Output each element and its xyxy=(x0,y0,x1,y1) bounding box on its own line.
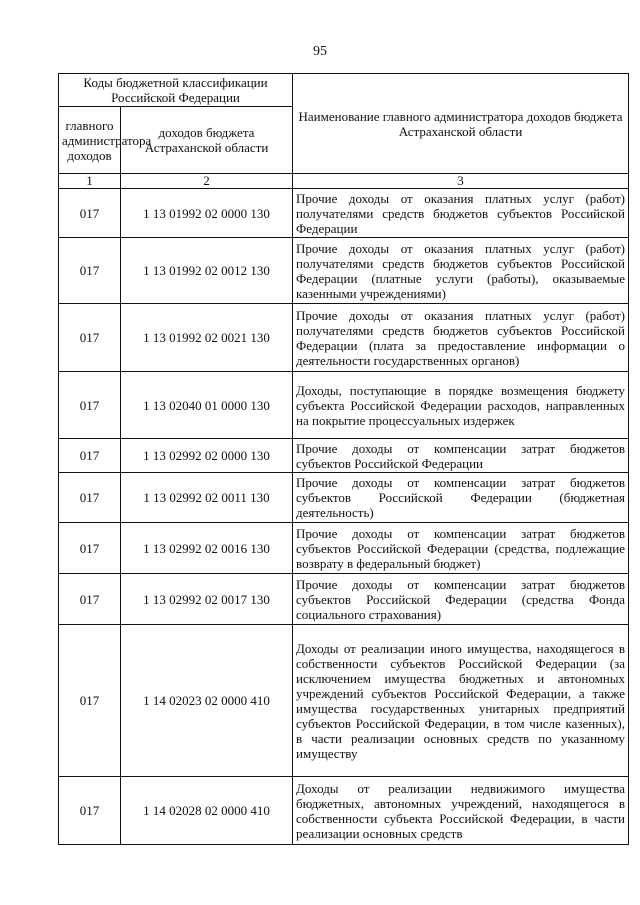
table-row xyxy=(59,574,629,625)
admin-code-cell: 017 xyxy=(59,372,121,439)
table-row xyxy=(59,372,629,439)
admin-code-cell: 017 xyxy=(59,523,121,574)
revenue-code-cell: 1 13 02040 01 0000 130 xyxy=(121,372,293,439)
column-number-3: 3 xyxy=(293,174,629,189)
admin-code-cell: 017 xyxy=(59,473,121,523)
revenue-code-cell: 1 13 01992 02 0000 130 xyxy=(121,189,293,238)
table-row xyxy=(59,238,629,304)
admin-code-cell: 017 xyxy=(59,777,121,845)
revenue-code-cell: 1 13 01992 02 0012 130 xyxy=(121,238,293,304)
revenue-code-cell: 1 14 02023 02 0000 410 xyxy=(121,625,293,777)
admin-code-cell: 017 xyxy=(59,439,121,473)
budget-classification-table xyxy=(58,73,629,845)
table-header xyxy=(59,74,629,189)
revenue-name-cell: Прочие доходы от компенсации затрат бюджетов субъектов Российской Федерации (средства, подлежащие возврату в федеральный бюджет) xyxy=(293,523,629,574)
header-main-administrator: главного администратора доходов xyxy=(59,107,121,174)
page-number: 95 xyxy=(313,44,327,59)
revenue-name-cell: Доходы, поступающие в порядке возмещения бюджету субъекта Российской Федерации расходов, направленных на покрытие процессуальных издержек xyxy=(293,372,629,439)
header-budget-codes: Коды бюджетной классификации Российской Федерации xyxy=(59,74,293,107)
revenue-name-cell: Прочие доходы от компенсации затрат бюджетов субъектов Российской Федерации (бюджетная деятельность) xyxy=(293,473,629,523)
revenue-code-cell: 1 13 02992 02 0017 130 xyxy=(121,574,293,625)
revenue-code-cell: 1 13 01992 02 0021 130 xyxy=(121,304,293,372)
table-row xyxy=(59,473,629,523)
revenue-code-cell: 1 13 02992 02 0016 130 xyxy=(121,523,293,574)
revenue-name-cell: Прочие доходы от оказания платных услуг (работ) получателями средств бюджетов субъектов Российской Федерации xyxy=(293,189,629,238)
admin-code-cell: 017 xyxy=(59,189,121,238)
revenue-name-cell: Прочие доходы от оказания платных услуг (работ) получателями средств бюджетов субъектов Российской Федерации (платные услуги (работы), оказываемые казенными учреждениями) xyxy=(293,238,629,304)
header-regional-revenue: доходов бюджета Астраханской области xyxy=(121,107,293,174)
revenue-code-cell: 1 13 02992 02 0000 130 xyxy=(121,439,293,473)
revenue-code-cell: 1 13 02992 02 0011 130 xyxy=(121,473,293,523)
table-row xyxy=(59,304,629,372)
table-row xyxy=(59,777,629,845)
table-row xyxy=(59,625,629,777)
column-number-2: 2 xyxy=(121,174,293,189)
admin-code-cell: 017 xyxy=(59,625,121,777)
revenue-name-cell: Доходы от реализации недвижимого имущества бюджетных, автономных учреждений, находящегося в собственности субъекта Российской Федерации, в части реализации основных средств xyxy=(293,777,629,845)
table-row xyxy=(59,523,629,574)
revenue-code-cell: 1 14 02028 02 0000 410 xyxy=(121,777,293,845)
revenue-name-cell: Доходы от реализации иного имущества, находящегося в собственности субъектов Российской Федерации (за исключением имущества бюджетных и автономных учреждений субъектов Российской Федерации, а также имущества государственных унитарных предприятий субъектов Российской Федерации, в том числе казенных), в части реализации основных средств по указанному имуществу xyxy=(293,625,629,777)
revenue-name-cell: Прочие доходы от компенсации затрат бюджетов субъектов Российской Федерации (средства Фонда социального страхования) xyxy=(293,574,629,625)
table-row xyxy=(59,189,629,238)
table-body xyxy=(59,189,629,845)
admin-code-cell: 017 xyxy=(59,574,121,625)
revenue-name-cell: Прочие доходы от оказания платных услуг (работ) получателями средств бюджетов субъектов Российской Федерации (плата за предоставление информации о деятельности государственных органов) xyxy=(293,304,629,372)
table-row xyxy=(59,439,629,473)
column-number-1: 1 xyxy=(59,174,121,189)
revenue-name-cell: Прочие доходы от компенсации затрат бюджетов субъектов Российской Федерации xyxy=(293,439,629,473)
admin-code-cell: 017 xyxy=(59,238,121,304)
admin-code-cell: 017 xyxy=(59,304,121,372)
header-administrator-name: Наименование главного администратора доходов бюджета Астраханской области xyxy=(293,74,629,174)
